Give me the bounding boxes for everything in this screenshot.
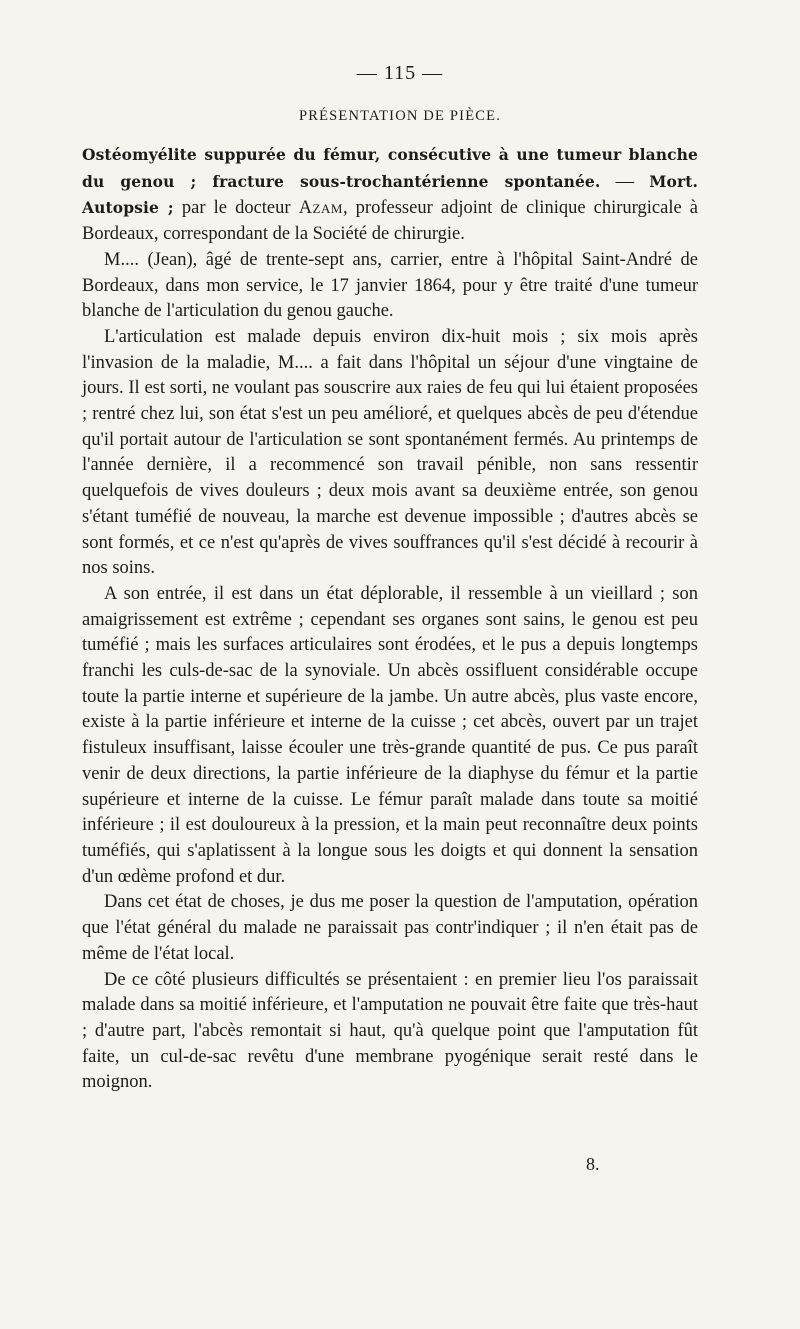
- page-number: — 115 —: [356, 62, 444, 84]
- paragraph: De ce côté plusieurs difficultés se présentaient : en premier lieu l'os paraissait malade dans sa moitié inférieure, et l'amputation ne pouvait être faite que très-haut ; d'autre part, l'abcès remontait si haut, qu'à quelque point que l'amputation fût faite, un cul-de-sac revêtu d'une membrane pyogénique serait resté dans le moignon.: [82, 969, 698, 1093]
- heading-dash: —: [600, 171, 650, 192]
- article-body: [82, 142, 698, 1096]
- paragraph: A son entrée, il est dans un état déplorable, il ressemble à un vieillard ; son amaigrissement est extrême ; cependant ses organes sont sains, le genou est peu tuméfié ; mais les surfaces articulaires sont érodées, et le pus a depuis longtemps franchi les culs-de-sac de la synoviale. Un abcès ossifluent considérable occupe toute la partie interne et supérieure de la jambe. Un autre abcès, plus vaste encore, existe à la partie inférieure et interne de la cuisse ; cet abcès, ouvert par un trajet fistuleux insuffisant, laisse écouler une très-grande quantité de pus. Ce pus paraît venir de deux directions, la partie inférieure de la diaphyse du fémur et la partie supérieure et interne de la cuisse. Le fémur paraît malade dans toute sa moitié inférieure ; il est douloureux à la pression, et la main peut reconnaître deux points tuméfiés, qui s'aplatissent à la longue sous les doigts et qui donnent la sensation d'un œdème profond et dur.: [82, 583, 698, 887]
- author-name: Azam: [298, 198, 343, 219]
- heading-autopsie: Autopsie ;: [82, 198, 174, 218]
- heading-title: Ostéomyélite suppurée du fémur, consécutive à une tumeur blanche du genou ; fracture sous-trochantérienne spontanée.: [82, 145, 698, 191]
- signature-mark: 8.: [586, 1154, 600, 1174]
- byline-pre: par le docteur: [173, 198, 299, 219]
- section-title: PRÉSENTATION DE PIÈCE.: [298, 108, 502, 124]
- paragraph: L'articulation est malade depuis environ dix-huit mois ; six mois après l'invasion de la maladie, M.... a fait dans l'hôpital un séjour d'une vingtaine de jours. Il est sorti, ne voulant pas souscrire aux raies de feu qui lui étaient proposées ; rentré chez lui, son état s'est un peu amélioré, et quelques abcès de peu d'étendue qu'il portait autour de l'articulation se sont spontanément fermés. Au printemps de l'année dernière, il a recommencé son travail pénible, non sans ressentir quelquefois de vives douleurs ; deux mois avant sa deuxième entrée, son genou s'étant tuméfié de nouveau, la marche est devenue impossible ; d'autres abcès se sont formés, et ce n'est qu'après de vives souffrances qu'il s'est décidé à recourir à nos soins.: [82, 326, 698, 579]
- heading-mort: Mort.: [649, 171, 698, 191]
- article-heading: [82, 142, 698, 248]
- byline-post: , professeur adjoint de clinique chirurgicale à Bordeaux, correspondant de la Société de chirurgie.: [82, 198, 699, 245]
- paragraph: M.... (Jean), âgé de trente-sept ans, carrier, entre à l'hôpital Saint-André de Bordeaux, dans mon service, le 17 janvier 1864, pour y être traité d'une tumeur blanche de l'articulation du genou gauche.: [82, 249, 698, 322]
- paragraph: Dans cet état de choses, je dus me poser la question de l'amputation, opération que l'état général du malade ne paraissait pas contr'indiquer ; il n'en était pas de même de l'état local.: [82, 892, 698, 964]
